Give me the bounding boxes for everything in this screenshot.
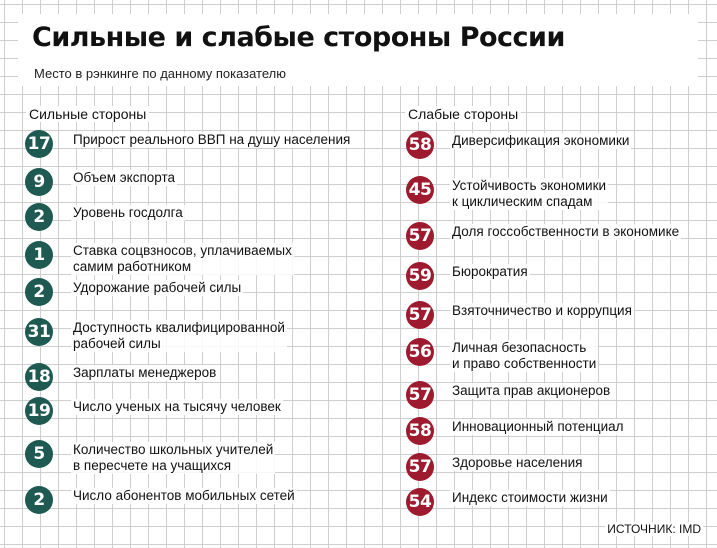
rank-badge: 54 [406,488,434,516]
rank-badge: 18 [25,363,53,391]
item-label: Защита прав акционеров [452,383,611,398]
rank-badge: 45 [406,176,434,204]
rank-badge: 9 [25,168,53,196]
item-label: Устойчивость экономики к циклическим спадам [452,178,607,209]
rank-badge: 5 [25,440,53,468]
rank-badge: 2 [25,486,53,514]
weak-column-heading: Слабые стороны [405,106,521,122]
item-label: Число ученых на тысячу человек [73,399,281,414]
item-label: Доля госсобственности в экономике [452,224,680,239]
item-label: Количество школьных учителей в пересчете на учащихся [73,442,274,473]
item-label: Здоровье населения [452,455,583,470]
rank-badge: 19 [25,397,53,425]
item-label: Диверсификация экономики [452,133,630,148]
rank-badge: 1 [25,241,53,269]
rank-badge: 57 [406,381,434,409]
rank-badge: 31 [25,318,53,346]
rank-badge: 57 [406,222,434,250]
rank-badge: 17 [25,130,53,158]
item-label: Ставка соцвзносов, уплачиваемых самим работником [73,243,292,274]
source-note: ИСТОЧНИК: IMD [607,522,701,536]
item-label: Уровень госдолга [73,205,183,220]
item-label: Удорожание рабочей силы [73,280,242,295]
page-subtitle: Место в рэнкинге по данному показателю [34,66,286,81]
item-label: Личная безопасность и право собственности [452,340,597,371]
rank-badge: 58 [406,131,434,159]
rank-badge: 57 [406,301,434,329]
rank-badge: 2 [25,278,53,306]
item-label: Бюрократия [452,264,528,279]
rank-badge: 57 [406,453,434,481]
rank-badge: 56 [406,338,434,366]
item-label: Доступность квалифицированной рабочей силы [73,320,285,351]
item-label: Число абонентов мобильных сетей [73,488,295,503]
strong-column-heading: Сильные стороны [26,106,149,122]
item-label: Зарплаты менеджеров [73,365,217,380]
item-label: Индекс стоимости жизни [452,490,608,505]
rank-badge: 2 [25,203,53,231]
item-label: Объем экспорта [73,170,176,185]
item-label: Взяточничество и коррупция [452,303,632,318]
item-label: Инновационный потенциал [452,419,624,434]
page-title: Сильные и слабые стороны России [32,22,565,53]
rank-badge: 58 [406,417,434,445]
rank-badge: 59 [406,262,434,290]
header [18,14,698,86]
item-label: Прирост реального ВВП на душу населения [73,132,351,147]
